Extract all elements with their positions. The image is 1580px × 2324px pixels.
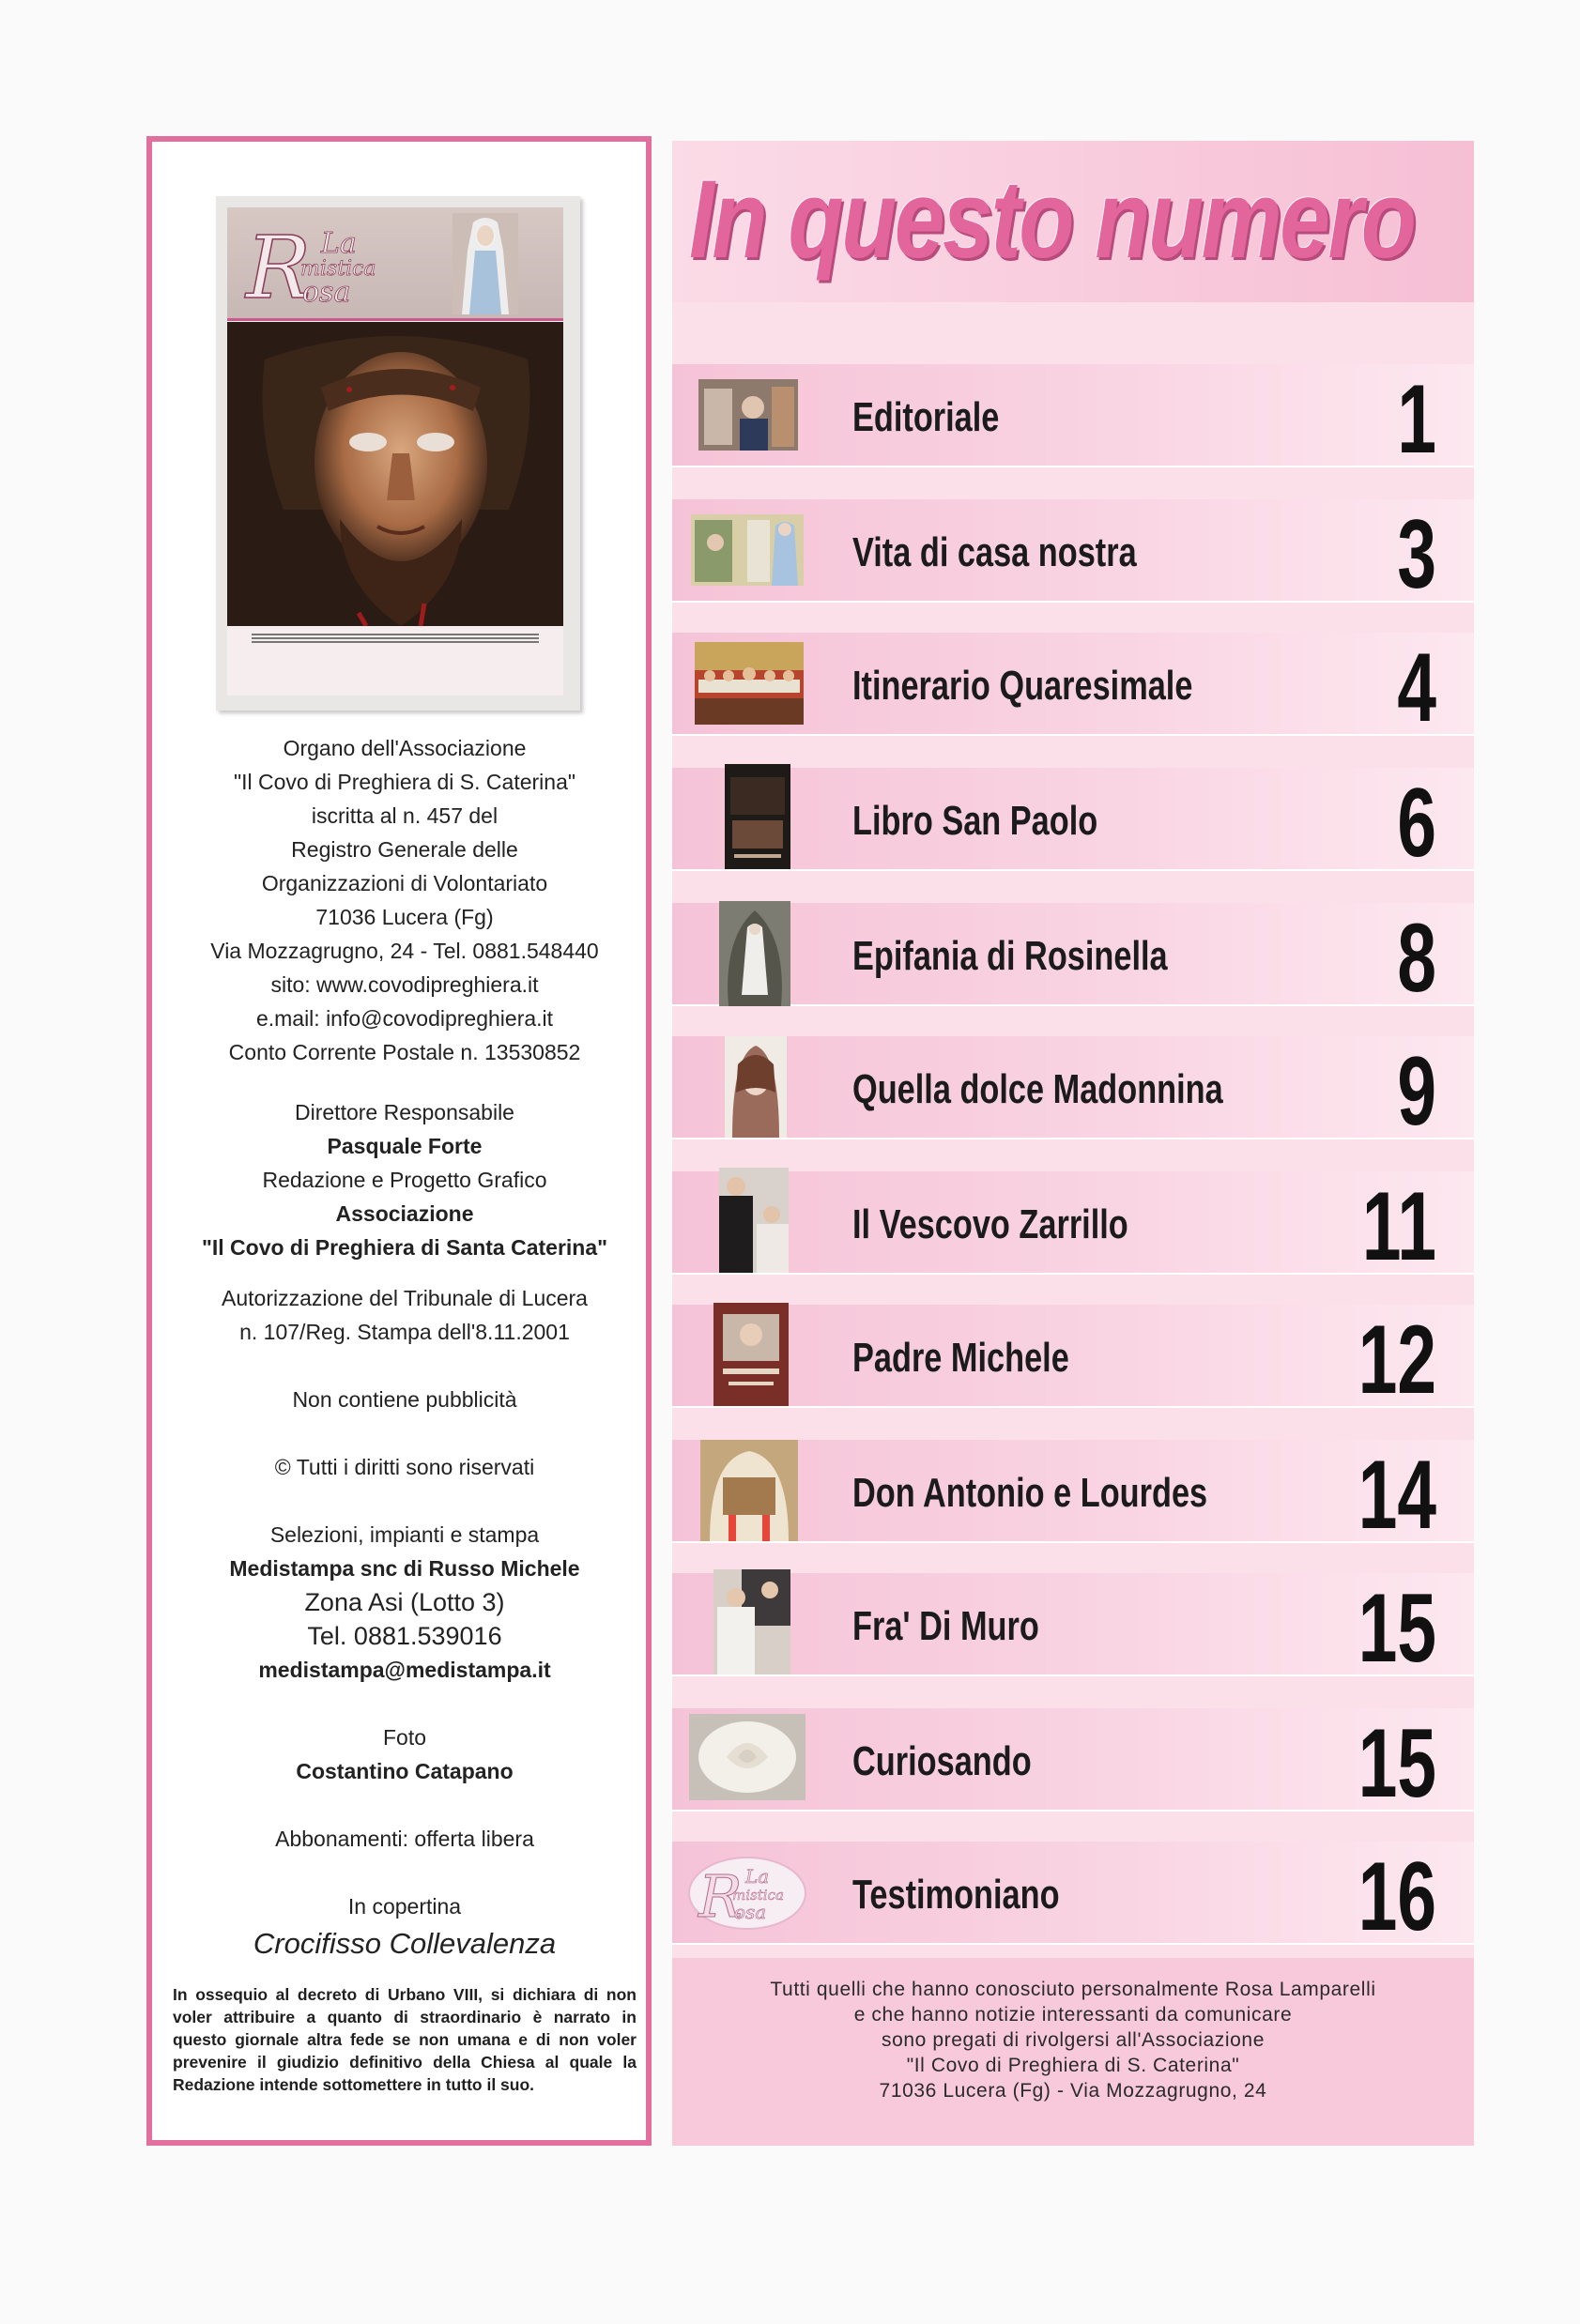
toc-page-number: 1 [1397, 365, 1436, 474]
credits-block [152, 1095, 657, 1264]
disclaimer: In ossequio al decreto di Urbano VIII, si dichiara di non voler attribuire a quanto di straordinario è narrato in questo giornale altra fede se non umana e di non voler prevenire il giudizio definitivo della Chiesa al quale la Redazione intende sottomettere in tutto il suo. [173, 1985, 637, 2094]
cover-caption [233, 632, 558, 688]
toc-item-testimoniano[interactable] [672, 1834, 1474, 1950]
book-cover-thumbnail [725, 764, 790, 869]
toc-heading: In questo numero [689, 158, 1415, 282]
svg-text:R: R [246, 224, 312, 305]
magazine-cover [227, 207, 563, 696]
toc-page-number: 12 [1358, 1306, 1436, 1414]
toc-item-il-vescovo-zarrillo[interactable] [672, 1164, 1474, 1280]
editoriale-thumbnail [698, 379, 798, 451]
photo-author: Costantino Catapano [296, 1759, 514, 1783]
toc-title: Testimoniano [852, 1872, 1060, 1918]
last-supper-thumbnail [695, 642, 804, 725]
toc-title: Fra' Di Muro [852, 1603, 1039, 1649]
org-line: iscritta al n. 457 del [311, 803, 499, 828]
svg-text:R: R [698, 1862, 743, 1931]
toc-page-number: 14 [1358, 1441, 1436, 1550]
toc-title: Editoriale [852, 394, 1000, 440]
toc-title: Curiosando [852, 1738, 1032, 1784]
no-ads-note: Non contiene pubblicità [292, 1387, 517, 1412]
contact-line: e che hanno notizie interessanti da comunicare [853, 2004, 1293, 2026]
toc-header [672, 141, 1474, 302]
padre-michele-book-thumbnail [713, 1303, 789, 1406]
contact-line: 71036 Lucera (Fg) - Via Mozzagrugno, 24 [879, 2080, 1267, 2102]
toc-title: Libro San Paolo [852, 798, 1098, 844]
madonnina-thumbnail [725, 1036, 787, 1138]
svg-text:osa: osa [302, 276, 351, 305]
cover-label: In copertina [347, 1894, 462, 1919]
contact-line: sono pregati di rivolgersi all'Associazione [881, 2029, 1265, 2051]
toc-title: Itinerario Quaresimale [852, 663, 1193, 709]
toc-title: Quella dolce Madonnina [852, 1066, 1223, 1112]
toc-item-epifania-di-rosinella[interactable] [672, 895, 1474, 1012]
authorization-block [152, 1281, 657, 1349]
svg-text:La: La [745, 1865, 770, 1888]
rights-note: © Tutti i diritti sono riservati [274, 1455, 535, 1479]
svg-text:osa: osa [734, 1901, 767, 1923]
grotto-madonna-thumbnail [719, 901, 790, 1006]
org-line: Registro Generale delle [291, 837, 518, 862]
toc-title: Padre Michele [852, 1335, 1069, 1381]
toc-page-number: 15 [1358, 1574, 1436, 1683]
printer-block [152, 1518, 657, 1687]
la-mistica-rosa-logo-small [687, 1855, 807, 1932]
contact-line: Tutti quelli che hanno conosciuto personalmente Rosa Lamparelli [770, 1979, 1376, 2000]
photo-label: Foto [382, 1725, 427, 1750]
svg-text:mistica: mistica [732, 1887, 784, 1904]
cover-title: Crocifisso Collevalenza [253, 1927, 557, 1960]
toc-page-number: 16 [1358, 1842, 1436, 1951]
toc-item-itinerario-quaresimale[interactable] [672, 625, 1474, 742]
toc-item-editoriale[interactable] [672, 357, 1474, 473]
authorization-line: Autorizzazione del Tribunale di Lucera [222, 1286, 588, 1310]
printer-email[interactable]: medistampa@medistampa.it [258, 1658, 551, 1682]
toc-item-quella-dolce-madonnina[interactable] [672, 1029, 1474, 1145]
svg-text:La: La [321, 227, 357, 260]
madonna-statue-image [453, 213, 518, 314]
crucifix-photo [227, 322, 563, 626]
printer-address: Zona Asi (Lotto 3) [304, 1588, 505, 1616]
toc-page-number: 11 [1361, 1172, 1436, 1281]
subscription-note: Abbonamenti: offerta libera [275, 1827, 534, 1851]
white-rose-thumbnail [689, 1714, 805, 1800]
toc-title: Il Vescovo Zarrillo [852, 1201, 1128, 1247]
org-line: Organo dell'Associazione [283, 736, 527, 760]
lourdes-thumbnail [700, 1440, 798, 1541]
toc-page-number: 3 [1397, 500, 1436, 609]
printer-tel: Tel. 0881.539016 [307, 1622, 502, 1650]
magazine-cover-thumbnail [216, 196, 580, 711]
email-link[interactable]: e.mail: info@covodipreghiera.it [255, 1006, 554, 1031]
toc-item-vita-di-casa-nostra[interactable] [672, 492, 1474, 608]
vita-di-casa-nostra-thumbnail [691, 514, 804, 586]
toc-item-padre-michele[interactable] [672, 1297, 1474, 1414]
org-line: Via Mozzagrugno, 24 - Tel. 0881.548440 [210, 939, 599, 963]
toc-item-don-antonio-e-lourdes[interactable] [672, 1432, 1474, 1549]
editorial-org: Associazione [335, 1201, 474, 1226]
toc-title: Don Antonio e Lourdes [852, 1470, 1208, 1516]
director-label: Direttore Responsabile [295, 1100, 514, 1124]
toc-item-fra-di-muro[interactable] [672, 1566, 1474, 1682]
toc-page-number: 4 [1397, 634, 1436, 742]
toc-title: Epifania di Rosinella [852, 933, 1168, 979]
authorization-line: n. 107/Reg. Stampa dell'8.11.2001 [239, 1320, 570, 1344]
printer-company: Medistampa snc di Russo Michele [229, 1556, 580, 1581]
editorial-label: Redazione e Progetto Grafico [262, 1168, 547, 1192]
editorial-org-name: "Il Covo di Preghiera di Santa Caterina" [201, 1235, 608, 1260]
website-link[interactable]: sito: www.covodipreghiera.it [270, 972, 539, 997]
org-line: 71036 Lucera (Fg) [315, 905, 494, 929]
toc-page-number: 8 [1397, 904, 1436, 1013]
cover-credit [152, 1889, 657, 1965]
toc-page-number: 15 [1358, 1709, 1436, 1818]
printer-label: Selezioni, impianti e stampa [269, 1522, 540, 1547]
photo-credit [152, 1720, 657, 1788]
svg-text:mistica: mistica [300, 257, 376, 281]
organization-info [152, 731, 657, 1069]
cover-masthead [227, 207, 563, 321]
org-line: Organizzazioni di Volontariato [261, 871, 548, 895]
toc-page-number: 6 [1397, 769, 1436, 878]
toc-item-libro-san-paolo[interactable] [672, 760, 1474, 877]
contact-line: "Il Covo di Preghiera di S. Caterina" [906, 2055, 1240, 2076]
toc-item-curiosando[interactable] [672, 1701, 1474, 1817]
colophon-panel [146, 136, 652, 2146]
toc-page-number: 9 [1397, 1037, 1436, 1146]
vescovo-thumbnail [719, 1168, 789, 1273]
org-line: "Il Covo di Preghiera di S. Caterina" [233, 770, 576, 794]
contact-notice [672, 1958, 1474, 2146]
toc-title: Vita di casa nostra [852, 529, 1137, 575]
fra-di-muro-thumbnail [713, 1569, 790, 1674]
la-mistica-rosa-logo [242, 224, 430, 305]
director-name: Pasquale Forte [327, 1134, 483, 1158]
org-line: Conto Corrente Postale n. 13530852 [228, 1040, 581, 1064]
table-of-contents-panel [672, 141, 1474, 2146]
